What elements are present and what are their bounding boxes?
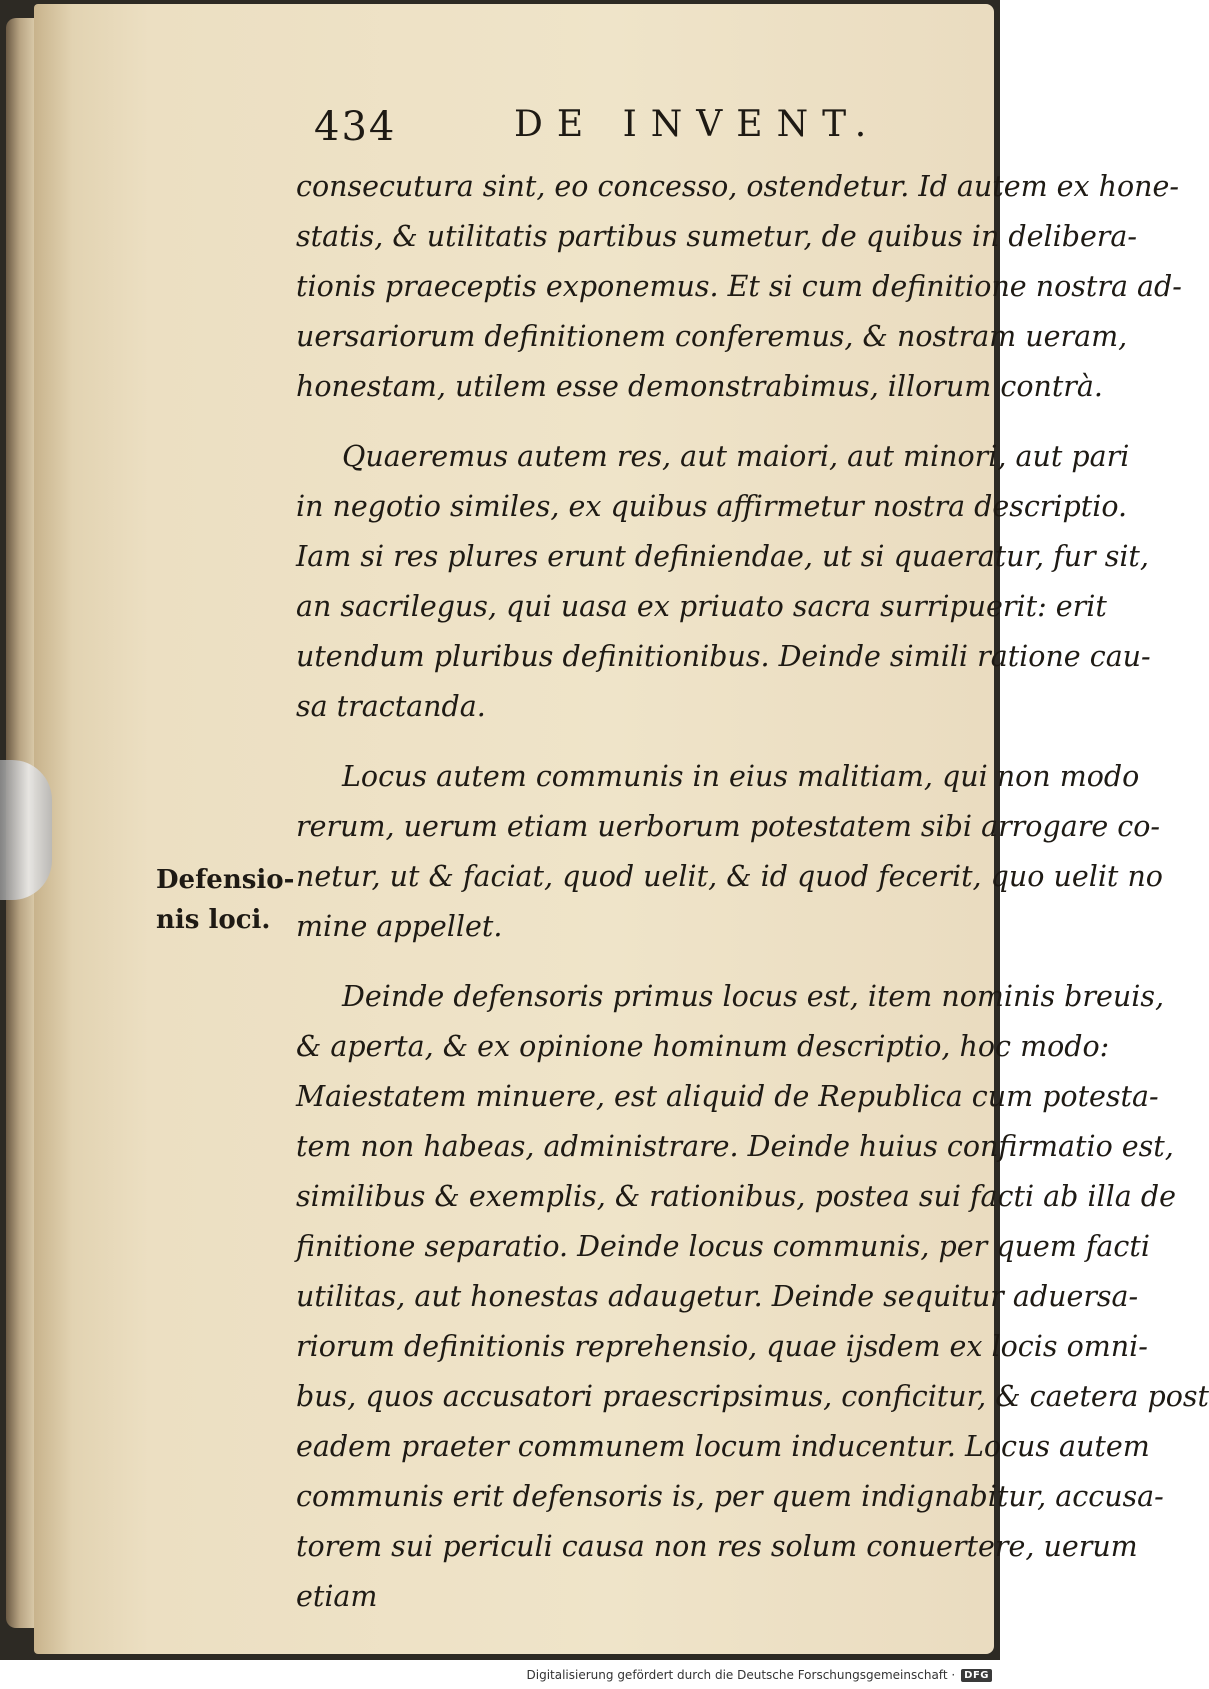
paragraph bbox=[296, 162, 1182, 412]
page-clip bbox=[0, 760, 52, 900]
text-line: communis erit defensoris is, per quem indignabitur, accusa- bbox=[296, 1480, 1164, 1513]
body-text bbox=[296, 162, 1209, 1622]
text-line: utilitas, aut honestas adaugetur. Deinde sequitur aduersa- bbox=[296, 1280, 1139, 1313]
text-line: uersariorum definitionem conferemus, & nostram ueram, bbox=[296, 320, 1128, 353]
paragraph-gap bbox=[296, 732, 1016, 752]
text-line: finitione separatio. Deinde locus communis, per quem facti bbox=[296, 1230, 1150, 1263]
text-line: Iam si res plures erunt definiendae, ut si quaeratur, fur sit, bbox=[296, 540, 1149, 573]
text-line: utendum pluribus definitionibus. Deinde simili ratione cau- bbox=[296, 640, 1151, 673]
text-line: rerum, uerum etiam uerborum potestatem sibi arrogare co- bbox=[296, 810, 1161, 843]
footer-credit: Digitalisierung gefördert durch die Deutsche Forschungsgemeinschaft · bbox=[526, 1668, 956, 1682]
margin-note bbox=[156, 860, 306, 940]
book-page bbox=[34, 4, 1209, 1654]
text-line: similibus & exemplis, & rationibus, postea sui facti ab illa de bbox=[296, 1180, 1176, 1213]
text-line: tionis praeceptis exponemus. Et si cum definitione nostra ad- bbox=[296, 270, 1182, 303]
dfg-logo: DFG bbox=[961, 1669, 992, 1682]
text-line: torem sui periculi causa non res solum conuertere, uerum bbox=[296, 1530, 1138, 1563]
margin-note-line: nis loci. bbox=[156, 905, 271, 935]
text-line: & aperta, & ex opinione hominum descriptio, hoc modo: bbox=[296, 1030, 1110, 1063]
paragraph bbox=[296, 432, 1151, 732]
text-line: Maiestatem minuere, est aliquid de Republica cum potesta- bbox=[296, 1080, 1159, 1113]
margin-note-line: Defensio- bbox=[156, 865, 295, 895]
text-line: in negotio similes, ex quibus affirmetur nostra descriptio. bbox=[296, 490, 1128, 523]
text-line: riorum definitionis reprehensio, quae ijsdem ex locis omni- bbox=[296, 1330, 1148, 1363]
digitization-footer bbox=[527, 1665, 992, 1685]
text-line: etiam bbox=[296, 1580, 378, 1613]
text-line: Deinde defensoris primus locus est, item nominis breuis, bbox=[342, 980, 1165, 1013]
text-line: honestam, utilem esse demonstrabimus, illorum contrà. bbox=[296, 370, 1103, 403]
paragraph bbox=[296, 752, 1163, 952]
text-line: netur, ut & faciat, quod uelit, & id quod fecerit, quo uelit no bbox=[296, 860, 1163, 893]
text-line: sa tractanda. bbox=[296, 690, 486, 723]
paragraph-gap bbox=[296, 412, 1016, 432]
text-line: an sacrilegus, qui uasa ex priuato sacra surripuerit: erit bbox=[296, 590, 1107, 623]
text-line: consecutura sint, eo concesso, ostendetur. Id autem ex hone- bbox=[296, 170, 1180, 203]
running-title: DE INVENT. bbox=[514, 104, 881, 145]
text-line: statis, & utilitatis partibus sumetur, de quibus in delibera- bbox=[296, 220, 1138, 253]
text-line: bus, quos accusatori praescripsimus, conficitur, & caetera post bbox=[296, 1380, 1209, 1413]
paragraph bbox=[296, 972, 1209, 1622]
page-header bbox=[314, 104, 881, 160]
text-line: Locus autem communis in eius malitiam, qui non modo bbox=[342, 760, 1140, 793]
paragraph-gap bbox=[296, 952, 1016, 972]
text-line: eadem praeter communem locum inducentur. Locus autem bbox=[296, 1430, 1150, 1463]
page-number: 434 bbox=[314, 104, 397, 150]
text-line: mine appellet. bbox=[296, 910, 503, 943]
text-line: Quaeremus autem res, aut maiori, aut minori, aut pari bbox=[342, 440, 1130, 473]
text-line: tem non habeas, administrare. Deinde huius confirmatio est, bbox=[296, 1130, 1174, 1163]
